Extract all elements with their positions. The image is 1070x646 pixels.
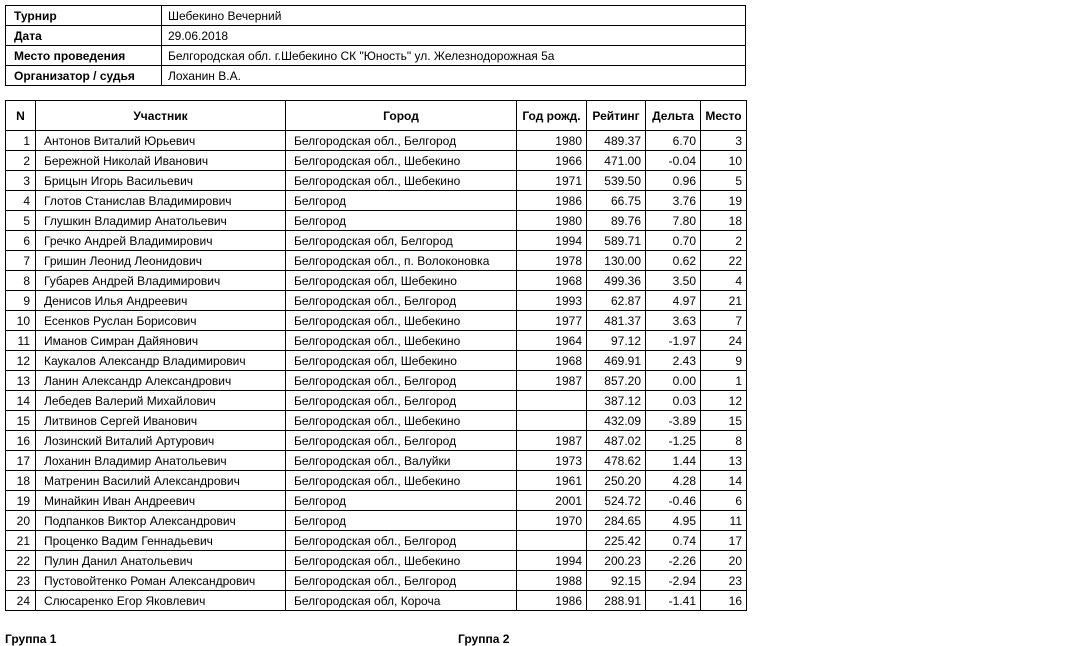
table-row	[6, 451, 747, 471]
city-cell: Белгородская обл, Белгород	[286, 231, 517, 251]
rating-cell: 589.71	[587, 231, 646, 251]
participant-name-cell: Гречко Андрей Владимирович	[36, 231, 286, 251]
delta-cell: -2.26	[646, 551, 701, 571]
row-number-cell: 23	[6, 571, 36, 591]
table-row	[6, 131, 747, 151]
rating-cell: 250.20	[587, 471, 646, 491]
delta-cell: 7.80	[646, 211, 701, 231]
row-number-cell: 13	[6, 371, 36, 391]
city-cell: Белгород	[286, 491, 517, 511]
table-row	[6, 311, 747, 331]
rating-cell: 499.36	[587, 271, 646, 291]
row-number-cell: 4	[6, 191, 36, 211]
place-cell: 20	[701, 551, 747, 571]
table-row	[6, 251, 747, 271]
table-row	[6, 531, 747, 551]
delta-cell: -1.25	[646, 431, 701, 451]
birth-year-cell: 1994	[517, 551, 587, 571]
results-table	[5, 100, 747, 611]
city-cell: Белгородская обл., Белгород	[286, 371, 517, 391]
table-row	[6, 491, 747, 511]
place-cell: 10	[701, 151, 747, 171]
delta-cell: 4.28	[646, 471, 701, 491]
place-cell: 1	[701, 371, 747, 391]
place-cell: 19	[701, 191, 747, 211]
place-cell: 7	[701, 311, 747, 331]
delta-cell: 2.43	[646, 351, 701, 371]
tournament-label: Турнир	[6, 6, 162, 26]
delta-cell: 1.44	[646, 451, 701, 471]
delta-cell: 0.96	[646, 171, 701, 191]
row-number-cell: 5	[6, 211, 36, 231]
place-cell: 17	[701, 531, 747, 551]
city-cell: Белгородская обл., Белгород	[286, 431, 517, 451]
table-row	[6, 571, 747, 591]
info-row-tournament	[6, 6, 746, 26]
header-rating: Рейтинг	[587, 101, 646, 131]
tournament-value: Шебекино Вечерний	[162, 6, 746, 26]
header-number: N	[6, 101, 36, 131]
birth-year-cell: 1978	[517, 251, 587, 271]
row-number-cell: 22	[6, 551, 36, 571]
info-row-venue	[6, 46, 746, 66]
rating-cell: 478.62	[587, 451, 646, 471]
rating-cell: 130.00	[587, 251, 646, 271]
delta-cell: -2.94	[646, 571, 701, 591]
birth-year-cell: 1977	[517, 311, 587, 331]
row-number-cell: 7	[6, 251, 36, 271]
rating-cell: 857.20	[587, 371, 646, 391]
delta-cell: -0.46	[646, 491, 701, 511]
tournament-info-table	[5, 5, 746, 86]
place-cell: 11	[701, 511, 747, 531]
birth-year-cell: 1980	[517, 211, 587, 231]
row-number-cell: 14	[6, 391, 36, 411]
birth-year-cell	[517, 411, 587, 431]
place-cell: 18	[701, 211, 747, 231]
table-row	[6, 331, 747, 351]
birth-year-cell: 1987	[517, 371, 587, 391]
participant-name-cell: Глотов Станислав Владимирович	[36, 191, 286, 211]
delta-cell: -0.04	[646, 151, 701, 171]
header-birth-year: Год рожд.	[517, 101, 587, 131]
place-cell: 8	[701, 431, 747, 451]
participant-name-cell: Каукалов Александр Владимирович	[36, 351, 286, 371]
organizer-label: Организатор / судья	[6, 66, 162, 86]
row-number-cell: 12	[6, 351, 36, 371]
birth-year-cell: 2001	[517, 491, 587, 511]
city-cell: Белгородская обл., Шебекино	[286, 471, 517, 491]
place-cell: 21	[701, 291, 747, 311]
city-cell: Белгородская обл., Шебекино	[286, 331, 517, 351]
table-row	[6, 371, 747, 391]
city-cell: Белгородская обл., Шебекино	[286, 411, 517, 431]
city-cell: Белгородская обл., Валуйки	[286, 451, 517, 471]
delta-cell: 3.63	[646, 311, 701, 331]
rating-cell: 66.75	[587, 191, 646, 211]
rating-cell: 200.23	[587, 551, 646, 571]
city-cell: Белгородская обл., Шебекино	[286, 551, 517, 571]
row-number-cell: 19	[6, 491, 36, 511]
header-place: Место	[701, 101, 747, 131]
table-row	[6, 591, 747, 611]
rating-cell: 524.72	[587, 491, 646, 511]
results-header-row	[6, 101, 747, 131]
rating-cell: 489.37	[587, 131, 646, 151]
place-cell: 5	[701, 171, 747, 191]
place-cell: 12	[701, 391, 747, 411]
row-number-cell: 18	[6, 471, 36, 491]
rating-cell: 284.65	[587, 511, 646, 531]
place-cell: 2	[701, 231, 747, 251]
participant-name-cell: Литвинов Сергей Иванович	[36, 411, 286, 431]
delta-cell: 0.00	[646, 371, 701, 391]
table-row	[6, 351, 747, 371]
row-number-cell: 1	[6, 131, 36, 151]
place-cell: 15	[701, 411, 747, 431]
table-row	[6, 551, 747, 571]
delta-cell: 3.76	[646, 191, 701, 211]
delta-cell: 6.70	[646, 131, 701, 151]
header-participant: Участник	[36, 101, 286, 131]
rating-cell: 97.12	[587, 331, 646, 351]
participant-name-cell: Лоханин Владимир Анатольевич	[36, 451, 286, 471]
row-number-cell: 24	[6, 591, 36, 611]
place-cell: 3	[701, 131, 747, 151]
participant-name-cell: Иманов Симран Дайянович	[36, 331, 286, 351]
table-row	[6, 271, 747, 291]
birth-year-cell	[517, 391, 587, 411]
participant-name-cell: Глушкин Владимир Анатольевич	[36, 211, 286, 231]
birth-year-cell: 1971	[517, 171, 587, 191]
birth-year-cell: 1988	[517, 571, 587, 591]
birth-year-cell: 1994	[517, 231, 587, 251]
birth-year-cell: 1980	[517, 131, 587, 151]
city-cell: Белгородская обл, Шебекино	[286, 351, 517, 371]
info-row-organizer	[6, 66, 746, 86]
delta-cell: 3.50	[646, 271, 701, 291]
group-2-label: Группа 2	[458, 632, 510, 646]
city-cell: Белгородская обл, Короча	[286, 591, 517, 611]
row-number-cell: 21	[6, 531, 36, 551]
place-cell: 14	[701, 471, 747, 491]
table-row	[6, 511, 747, 531]
row-number-cell: 8	[6, 271, 36, 291]
rating-cell: 92.15	[587, 571, 646, 591]
birth-year-cell: 1986	[517, 191, 587, 211]
table-row	[6, 171, 747, 191]
birth-year-cell: 1973	[517, 451, 587, 471]
birth-year-cell: 1966	[517, 151, 587, 171]
city-cell: Белгородская обл., Белгород	[286, 531, 517, 551]
participant-name-cell: Проценко Вадим Геннадьевич	[36, 531, 286, 551]
place-cell: 16	[701, 591, 747, 611]
rating-cell: 225.42	[587, 531, 646, 551]
city-cell: Белгородская обл., Белгород	[286, 291, 517, 311]
place-cell: 22	[701, 251, 747, 271]
table-row	[6, 391, 747, 411]
rating-cell: 89.76	[587, 211, 646, 231]
rating-cell: 469.91	[587, 351, 646, 371]
delta-cell: -1.97	[646, 331, 701, 351]
city-cell: Белгород	[286, 191, 517, 211]
participant-name-cell: Бережной Николай Иванович	[36, 151, 286, 171]
birth-year-cell: 1986	[517, 591, 587, 611]
participant-name-cell: Подпанков Виктор Александрович	[36, 511, 286, 531]
table-row	[6, 211, 747, 231]
results-body	[6, 131, 747, 611]
venue-label: Место проведения	[6, 46, 162, 66]
table-row	[6, 471, 747, 491]
rating-cell: 487.02	[587, 431, 646, 451]
rating-cell: 62.87	[587, 291, 646, 311]
participant-name-cell: Антонов Виталий Юрьевич	[36, 131, 286, 151]
table-row	[6, 191, 747, 211]
organizer-value: Лоханин В.А.	[162, 66, 746, 86]
info-row-date	[6, 26, 746, 46]
city-cell: Белгород	[286, 511, 517, 531]
delta-cell: 0.62	[646, 251, 701, 271]
delta-cell: 4.95	[646, 511, 701, 531]
rating-cell: 432.09	[587, 411, 646, 431]
rating-cell: 471.00	[587, 151, 646, 171]
city-cell: Белгородская обл., Шебекино	[286, 151, 517, 171]
participant-name-cell: Минайкин Иван Андреевич	[36, 491, 286, 511]
city-cell: Белгородская обл., Шебекино	[286, 171, 517, 191]
birth-year-cell: 1987	[517, 431, 587, 451]
table-row	[6, 431, 747, 451]
participant-name-cell: Ланин Александр Александрович	[36, 371, 286, 391]
delta-cell: 0.03	[646, 391, 701, 411]
delta-cell: 0.70	[646, 231, 701, 251]
row-number-cell: 6	[6, 231, 36, 251]
birth-year-cell: 1961	[517, 471, 587, 491]
participant-name-cell: Губарев Андрей Владимирович	[36, 271, 286, 291]
city-cell: Белгородская обл., Белгород	[286, 391, 517, 411]
place-cell: 9	[701, 351, 747, 371]
row-number-cell: 3	[6, 171, 36, 191]
row-number-cell: 16	[6, 431, 36, 451]
table-row	[6, 231, 747, 251]
birth-year-cell	[517, 531, 587, 551]
group-1-label: Группа 1	[5, 632, 57, 646]
row-number-cell: 11	[6, 331, 36, 351]
header-delta: Дельта	[646, 101, 701, 131]
row-number-cell: 10	[6, 311, 36, 331]
rating-cell: 288.91	[587, 591, 646, 611]
delta-cell: -1.41	[646, 591, 701, 611]
delta-cell: 0.74	[646, 531, 701, 551]
rating-cell: 387.12	[587, 391, 646, 411]
delta-cell: 4.97	[646, 291, 701, 311]
birth-year-cell: 1968	[517, 271, 587, 291]
place-cell: 6	[701, 491, 747, 511]
table-row	[6, 151, 747, 171]
participant-name-cell: Лозинский Виталий Артурович	[36, 431, 286, 451]
city-cell: Белгород	[286, 211, 517, 231]
place-cell: 13	[701, 451, 747, 471]
participant-name-cell: Лебедев Валерий Михайлович	[36, 391, 286, 411]
city-cell: Белгородская обл, Шебекино	[286, 271, 517, 291]
city-cell: Белгородская обл., п. Волоконовка	[286, 251, 517, 271]
delta-cell: -3.89	[646, 411, 701, 431]
birth-year-cell: 1993	[517, 291, 587, 311]
rating-cell: 481.37	[587, 311, 646, 331]
participant-name-cell: Денисов Илья Андреевич	[36, 291, 286, 311]
venue-value: Белгородская обл. г.Шебекино СК "Юность" ул. Железнодорожная 5а	[162, 46, 746, 66]
header-city: Город	[286, 101, 517, 131]
participant-name-cell: Пустовойтенко Роман Александрович	[36, 571, 286, 591]
participant-name-cell: Брицын Игорь Васильевич	[36, 171, 286, 191]
city-cell: Белгородская обл., Белгород	[286, 131, 517, 151]
table-row	[6, 411, 747, 431]
participant-name-cell: Матренин Василий Александрович	[36, 471, 286, 491]
date-value: 29.06.2018	[162, 26, 746, 46]
row-number-cell: 2	[6, 151, 36, 171]
place-cell: 4	[701, 271, 747, 291]
birth-year-cell: 1964	[517, 331, 587, 351]
city-cell: Белгородская обл., Шебекино	[286, 311, 517, 331]
place-cell: 23	[701, 571, 747, 591]
participant-name-cell: Есенков Руслан Борисович	[36, 311, 286, 331]
birth-year-cell: 1968	[517, 351, 587, 371]
city-cell: Белгородская обл., Белгород	[286, 571, 517, 591]
row-number-cell: 17	[6, 451, 36, 471]
row-number-cell: 9	[6, 291, 36, 311]
place-cell: 24	[701, 331, 747, 351]
participant-name-cell: Слюсаренко Егор Яковлевич	[36, 591, 286, 611]
row-number-cell: 20	[6, 511, 36, 531]
rating-cell: 539.50	[587, 171, 646, 191]
participant-name-cell: Гришин Леонид Леонидович	[36, 251, 286, 271]
row-number-cell: 15	[6, 411, 36, 431]
date-label: Дата	[6, 26, 162, 46]
birth-year-cell: 1970	[517, 511, 587, 531]
participant-name-cell: Пулин Данил Анатольевич	[36, 551, 286, 571]
table-row	[6, 291, 747, 311]
